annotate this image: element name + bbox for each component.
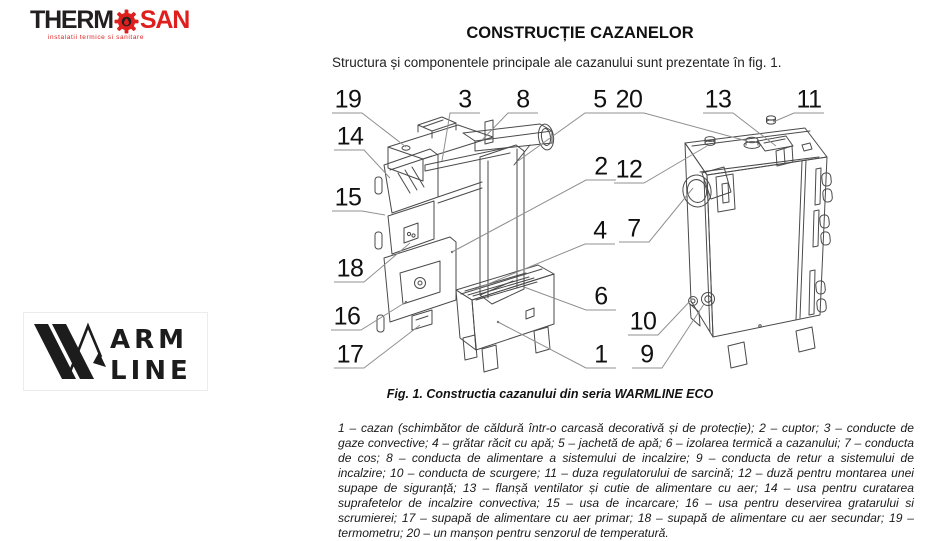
fan-flange-detail: [758, 136, 793, 166]
callout-2: 2: [594, 152, 608, 181]
intro-text: Structura și componentele principale ale cazanului sunt prezentate în fig. 1.: [332, 55, 782, 70]
figure-1: [330, 85, 950, 385]
callout-4: 4: [593, 216, 607, 245]
callout-20: 20: [615, 85, 643, 114]
warmline-w-mark: [34, 324, 106, 379]
upper-door-detail: [384, 149, 438, 213]
return-pipe-detail: [702, 293, 715, 306]
legend-text: 1 – cazan (schimbător de căldură într-o carcasă decorativă și de protecție); 2 – cuptor; 3 – conducte de gaze convective; 4 – grătar răcit cu apă; 5 – jachetă de apă; 6 – izolarea termică a cazanului; 7 – conducta de cos; 8 – conducta de alimentare a sistemului de incalzire; 9 – conducta de retur a sistemului de incalzire; 10 – conducta de scurgere; 11 – duza regulatorului de sarcină; 12 – duză pentru montarea unei supape de siguranță; 13 – flanșă ventilator și cutie de alimentare cu aer; 14 – usa pentru curatarea suprafetelor de incalzire convectiva; 15 – usa de incarcare; 16 – usa pentru deservirea gratarului si scrumierei; 17 – supapă de alimentare cu aer primar; 18 – supapă de alimentare cu aer secundar; 19 – termometru; 20 – un manșon pentru senzorul de temperatură.: [338, 421, 914, 541]
page-title: CONSTRUCȚIE CAZANELOR: [466, 24, 694, 42]
chimney-pipe-detail: [680, 172, 714, 209]
callout-15: 15: [334, 183, 362, 212]
callout-12: 12: [615, 155, 643, 184]
warmline-logo: [23, 312, 208, 391]
gear-icon: [114, 9, 139, 34]
sensor-sleeve-detail: [744, 137, 760, 148]
load-regulator-nozzle-detail: [767, 116, 776, 124]
thermosan-word-red: SAN: [139, 6, 190, 34]
thermosan-word-dark: THERM: [30, 6, 113, 34]
callout-3: 3: [458, 85, 472, 114]
warmline-word-bottom: LINE: [110, 356, 192, 386]
callout-6: 6: [594, 282, 608, 311]
callout-8: 8: [516, 85, 530, 114]
callout-5: 5: [593, 85, 607, 114]
thermosan-wordmark: [30, 8, 210, 33]
callout-1: 1: [594, 340, 608, 369]
callout-18: 18: [336, 254, 364, 283]
callout-7: 7: [627, 214, 641, 243]
thermosan-tagline: instalatii termice si sanitare: [48, 34, 145, 41]
callout-9: 9: [640, 340, 654, 369]
callout-19: 19: [334, 85, 362, 114]
thermosan-logo: [30, 8, 210, 52]
boiler-rear-drawing: [680, 116, 833, 368]
figure-caption: Fig. 1. Constructia cazanului din seria WARMLINE ECO: [386, 387, 714, 401]
supply-pipe-detail: [485, 120, 493, 144]
warmline-word-top: ARM: [110, 325, 189, 355]
loading-door-detail: [388, 201, 434, 254]
callout-13: 13: [704, 85, 732, 114]
callout-11: 11: [796, 85, 822, 114]
callout-16: 16: [333, 302, 361, 331]
callout-10: 10: [629, 307, 657, 336]
callout-17: 17: [336, 340, 364, 369]
callout-14: 14: [336, 122, 364, 151]
